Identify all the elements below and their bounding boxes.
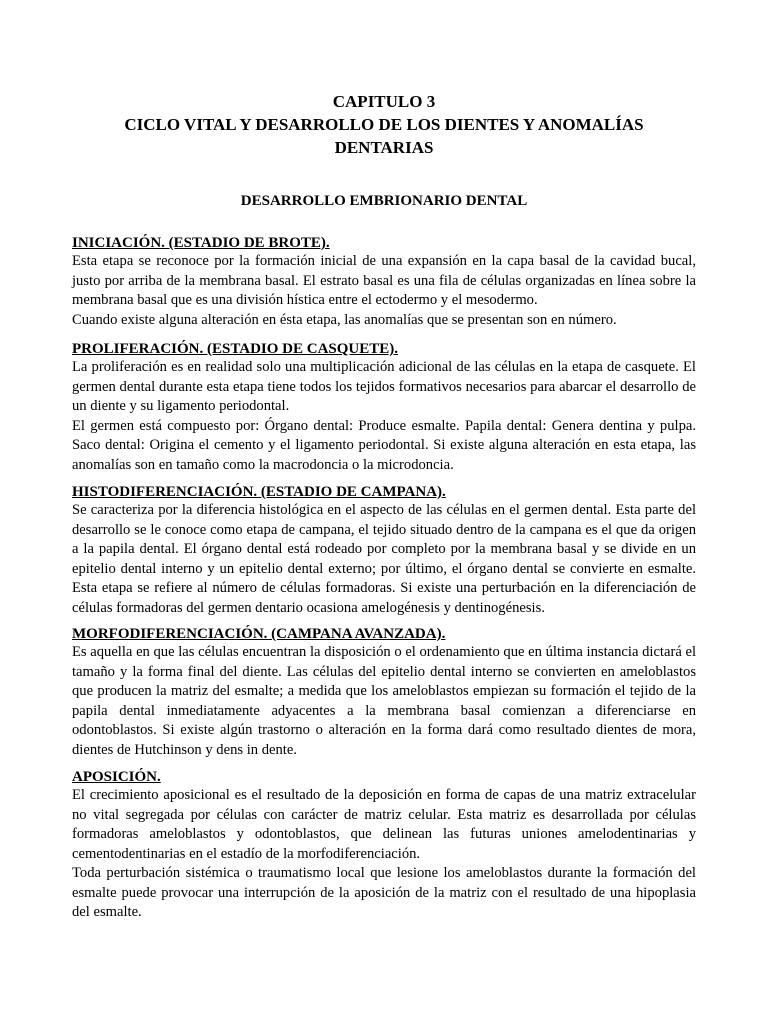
section-proliferacion	[72, 340, 696, 475]
section-aposicion	[72, 768, 696, 923]
section-subtitle: DESARROLLO EMBRIONARIO DENTAL	[240, 193, 528, 209]
chapter-number: CAPITULO 3	[332, 92, 436, 111]
paragraph: Cuando existe alguna alteración en ésta etapa, las anomalías que se presentan son en número.	[72, 311, 617, 328]
section-morfodiferenciacion	[72, 625, 696, 760]
paragraph: Esta etapa se reconoce por la formación inicial de una expansión en la capa basal de la cavidad bucal, justo por arriba de la membrana basal. El estrato basal es una fila de células organizadas en línea sobre la membrana basal que es una división hística entre el ectodermo y el mesodermo.	[72, 253, 696, 308]
paragraph: El crecimiento aposicional es el resultado de la deposición en forma de capas de una matriz extracelular no vital segregada por células con carácter de matriz celular. Esta matriz es desarrollada por células formadoras ameloblastos y odontoblastos, que delinean las futuras uniones amelodentinarias y cementodentinarias en el estadío de la morfodiferenciación.	[72, 787, 696, 862]
paragraph: Es aquella en que las células encuentran la disposición o el ordenamiento que en última instancia dictará el tamaño y la forma final del diente. Las células del epitelio dental interno se convierten en ameloblastos que producen la matriz del esmalte; a medida que los ameloblastos empiezan su formación el tejido de la papila dental inmediatamente adyacentes a la membrana basal comienzan a diferenciarse en odontoblastos. Si existe algún trastorno o alteración en la forma dará como resultado dientes de mora, dientes de Hutchinson y dens in dente.	[72, 644, 696, 758]
section-heading: INICIACIÓN. (ESTADIO DE BROTE).	[72, 235, 330, 251]
chapter-title-block	[72, 90, 696, 159]
paragraph: Toda perturbación sistémica o traumatismo local que lesione los ameloblastos durante la formación del esmalte puede provocar una interrupción de la aposición de la matriz con el resultado de una hipoplasia del esmalte.	[72, 865, 696, 920]
chapter-title-line1: CICLO VITAL Y DESARROLLO DE LOS DIENTES Y ANOMALÍAS	[124, 115, 644, 134]
section-heading: PROLIFERACIÓN. (ESTADIO DE CASQUETE).	[72, 341, 399, 357]
section-heading: APOSICIÓN.	[72, 769, 161, 785]
paragraph: La proliferación es en realidad solo una multiplicación adicional de las células en la etapa de casquete. El germen dental durante esta etapa tiene todos los tejidos formativos necesarios para abarcar el desarrollo de un diente y su ligamento periodontal.	[72, 359, 696, 414]
paragraph: El germen está compuesto por: Órgano dental: Produce esmalte. Papila dental: Genera dentina y pulpa. Saco dental: Origina el cemento y el ligamento periodontal. Si existe alguna alteración en esta etapa, las anomalías son en tamaño como la macrodoncia o la microdoncia.	[72, 417, 696, 473]
section-iniciacion	[72, 234, 696, 330]
section-heading: MORFODIFERENCIACIÓN. (CAMPANA AVANZADA).	[72, 626, 446, 642]
paragraph: Se caracteriza por la diferencia histológica en el aspecto de las células en el germen dental. Esta parte del desarrollo se le conoce como etapa de campana, el tejido situado dentro de la campana es el que da origen a la papila dental. El órgano dental está rodeado por completo por la membrana basal y se divide en un epitelio dental interno y un epitelio dental externo; por último, el órgano dental se convierte en esmalte. Esta etapa se refiere al número de células formadoras. Si existe una perturbación en la diferenciación de células formadoras del germen dentario ocasiona amelogénesis y dentinogénesis.	[72, 502, 696, 616]
section-heading: HISTODIFERENCIACIÓN. (ESTADIO DE CAMPANA).	[72, 484, 446, 500]
chapter-title-line2: DENTARIAS	[334, 138, 434, 157]
section-histodiferenciacion	[72, 483, 696, 618]
